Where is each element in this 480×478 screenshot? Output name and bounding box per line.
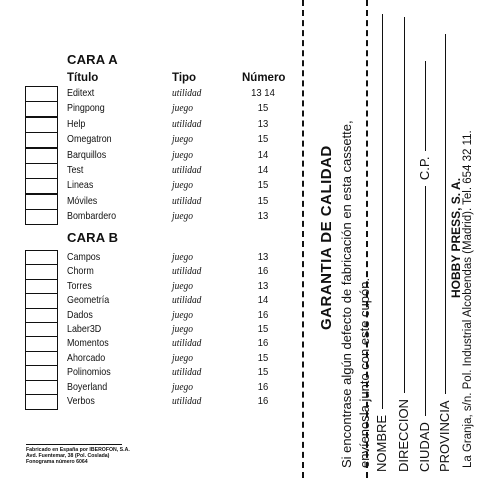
program-row [0,117,300,133]
program-type: juego [172,180,193,192]
program-number: 14 [257,164,269,176]
checkbox[interactable] [25,86,58,102]
program-type: juego [172,252,193,263]
program-title: Torres [67,279,92,292]
program-number: 13 14 [251,87,275,99]
company-name: HOBBY PRESS, S. A. [449,177,463,298]
program-number: 13 [257,251,269,263]
provincia-label: PROVINCIA [437,400,452,472]
program-number: 15 [257,323,269,335]
program-title: Bombardero [67,210,117,223]
program-number: 15 [257,179,269,192]
program-number: 16 [257,265,269,278]
program-number: 15 [257,194,269,207]
checkbox[interactable] [25,117,58,133]
program-title: Ahorcado [67,351,106,364]
program-type: utilidad [172,195,202,207]
provincia-input-line[interactable] [445,34,446,394]
program-type: juego [172,352,193,364]
program-number: 16 [257,337,269,350]
program-type: utilidad [172,338,202,350]
program-row [0,394,300,410]
direccion-label: DIRECCION [396,399,411,472]
program-title: Help [67,117,86,130]
checkbox[interactable] [25,178,58,194]
program-title: Laber3D [67,323,102,335]
program-number: 15 [257,102,269,115]
program-type: juego [172,309,193,321]
guarantee-title: GARANTIA DE CALIDAD [318,145,335,330]
program-type: utilidad [172,118,202,130]
program-type: juego [172,211,193,223]
imprint-rule [26,444,122,445]
cut-line-left [302,0,304,478]
program-row [0,86,300,102]
program-type: utilidad [172,88,202,99]
direccion-field[interactable] [396,17,411,472]
program-type: juego [172,103,193,115]
program-type: juego [172,149,193,161]
imprint-line: Avd. Fuentemar, 38 (Pol. Coslada) [26,453,110,460]
program-type: utilidad [172,266,202,278]
cp-input-line[interactable] [425,61,426,151]
checkbox[interactable] [25,194,58,210]
program-number: 16 [257,395,269,407]
program-title: Lineas [67,179,94,192]
nombre-field[interactable] [374,14,389,472]
program-number: 14 [257,148,269,161]
cp-label: C.P. [417,156,432,181]
program-type: juego [172,280,193,292]
cara-b-heading: CARA B [67,230,119,245]
program-number: 15 [257,133,269,146]
cara-a-heading: CARA A [67,52,118,67]
program-row [0,209,300,225]
program-title: Omegatron [67,133,112,146]
checkbox[interactable] [25,163,58,179]
header-numero: Número [242,72,286,84]
ciudad-input-line[interactable] [425,186,426,416]
imprint-line: Fonograma número 6064 [26,459,88,466]
company-address: La Granja, s/n. Pol. Industrial Alcobendas (Madrid). Tel. 654 32 11. [462,130,474,468]
imprint-line: Fabricado en España por IBEROFON, S.A. [26,447,130,453]
program-number: 13 [257,279,269,292]
program-title: Momentos [67,337,109,350]
program-title: Verbos [67,395,95,407]
program-row [0,148,300,164]
program-title: Test [67,164,84,176]
ciudad-label: CIUDAD [417,422,432,472]
checkbox[interactable] [25,209,58,225]
guarantee-text-line1: Si encontrase algún defecto de fabricación en esta cassette, [339,120,354,468]
program-title: Móviles [67,194,98,207]
checkbox[interactable] [25,132,58,148]
program-number: 13 [257,210,269,223]
guarantee-text-line2: envíenosla junto con este cupón. [357,277,372,468]
program-title: Polinomios [67,366,111,379]
header-titulo: Título [67,72,99,84]
program-type: utilidad [172,396,202,407]
program-row [0,101,300,117]
program-number: 13 [257,117,269,130]
program-number: 16 [257,308,269,321]
program-title: Campos [67,251,101,263]
program-row [0,163,300,179]
program-title: Pingpong [67,102,105,115]
program-title: Barquillos [67,148,107,161]
checkbox[interactable] [25,101,58,117]
checkbox[interactable] [25,148,58,164]
header-tipo: Tipo [172,72,197,84]
program-row [0,132,300,148]
program-type: juego [172,324,193,335]
program-type: juego [172,381,193,393]
program-row [0,194,300,210]
nombre-input-line[interactable] [382,14,383,409]
program-number: 14 [257,294,269,307]
program-title: Geometría [67,294,110,307]
program-type: utilidad [172,165,202,176]
program-title: Dados [67,308,93,321]
program-number: 15 [257,351,269,364]
program-row [0,178,300,194]
nombre-label: NOMBRE [374,414,389,472]
program-title: Boyerland [67,380,108,393]
program-title: Editext [67,87,95,99]
program-number: 16 [257,380,269,393]
program-type: utilidad [172,367,202,379]
program-type: juego [172,134,193,146]
program-number: 15 [257,366,269,379]
ciudad-field[interactable] [417,61,432,472]
program-type: utilidad [172,295,202,307]
direccion-input-line[interactable] [404,17,405,393]
checkbox[interactable] [25,394,58,410]
program-title: Chorm [67,265,94,278]
manufacturer-imprint [26,444,130,466]
